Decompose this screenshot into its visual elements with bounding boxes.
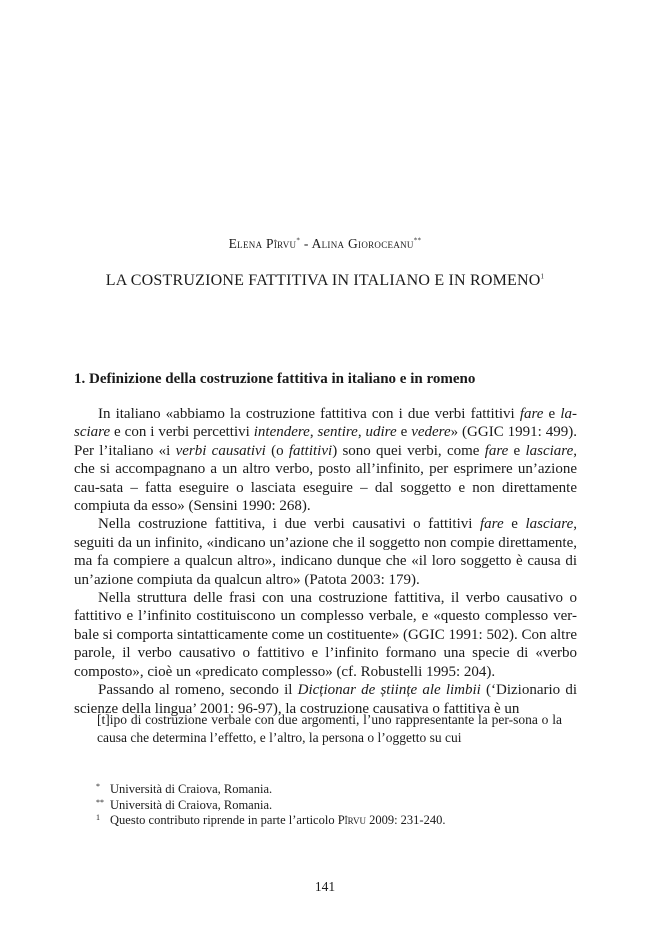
footnote-text: Questo contributo riprende in parte l’articolo	[110, 813, 338, 828]
body-text	[74, 405, 577, 718]
p4-term: Dicționar de științe ale limbii	[297, 682, 481, 699]
section-heading: 1. Definizione della costruzione fattitiva in italiano e in romeno	[74, 371, 476, 387]
article-title	[0, 272, 650, 290]
footnote-text: Università di Craiova, Romania.	[110, 782, 273, 796]
p1-term: fattitivi	[288, 442, 333, 459]
footnote-3	[96, 813, 445, 829]
author-1: Elena Pîrvu	[228, 236, 297, 251]
footnote-mark: 1	[96, 813, 100, 823]
p1-text: e	[543, 406, 561, 422]
paragraph-3: Nella struttura delle frasi con una costruzione fattitiva, il verbo causativo o fattitivo e l’infinito costituiscono un complesso verbale, e «questo complesso ver-bale si comporta sintatticamente come un costituente» (GGIC 1991: 502). Con altre parole, il verbo causativo o fattitivo e l’infinito formano una specie di «verbo composto», cioè un «predicato complesso» (cf. Robustelli 1995: 204).	[74, 590, 577, 680]
p1-term: fare	[519, 406, 544, 422]
p1-term: vedere	[411, 424, 451, 441]
author-2-footnote-mark: **	[413, 236, 422, 245]
footnote-text: Università di Craiova, Romania.	[110, 797, 273, 812]
p1-term: fare	[484, 442, 509, 459]
p4-text: (‘Dizionario di scienze della lingua’ 2001: 96-97), la costruzione causativa o fattitiva è un	[74, 682, 577, 717]
p1-text: ) sono quei verbi, come	[332, 442, 485, 459]
p1-term: verbi causativi	[175, 442, 266, 459]
p1-text: (o	[265, 442, 289, 459]
footnote-author: Pîrvu	[337, 813, 366, 828]
p1-text: In italiano «abbiamo la costruzione fattitiva con i due verbi fattitivi	[98, 406, 520, 422]
p1-text: e con i verbi percettivi	[110, 424, 254, 441]
footnote-text: 2009: 231-240.	[365, 813, 446, 828]
paragraph-1	[74, 405, 577, 515]
p1-term: sentire	[317, 424, 358, 441]
p2-term: fare	[480, 516, 504, 533]
p1-text: ,	[357, 424, 366, 441]
p2-text: , seguiti da un infinito, «indicano un’azione che il soggetto non compie direttamente, ma fa compiere a qualcun altro», indicano dunque che «il loro soggetto è causa di un’azione compiuta da qualcun altro» (Patota 2003: 179).	[74, 516, 577, 588]
p1-term: lasciare	[525, 442, 574, 459]
author-separator: -	[300, 236, 312, 251]
footnote-1	[96, 782, 445, 798]
footnotes	[96, 782, 445, 829]
footnote-2	[96, 798, 445, 814]
article-title-text: LA COSTRUZIONE FATTITIVA IN ITALIANO E IN ROMENO	[105, 272, 541, 289]
authors-line	[0, 236, 650, 252]
p1-text: e	[508, 442, 526, 459]
p2-term: lasciare	[525, 516, 574, 533]
p2-text: e	[503, 516, 526, 533]
page-number: 141	[314, 879, 336, 894]
block-quote: [t]ipo di costruzione verbale con due argomenti, l’uno rappresentante la per-sona o la causa che determina l’effetto, e l’altro, la persona o l’oggetto su cui	[97, 712, 562, 746]
p1-text: » (GGIC 1991: 499). Per l’italiano «i	[74, 424, 578, 459]
footnote-mark: *	[96, 782, 100, 791]
p1-text: e	[396, 424, 412, 441]
author-1-footnote-mark: *	[296, 236, 301, 245]
p1-text: , che si accompagnano a un altro verbo, posto all’infinito, per esprimere un’azione cau-sata – fatta eseguire o lasciata eseguire – dal soggetto e non direttamente compiuta da esso» (Sensini 1990: 268).	[74, 442, 577, 515]
p4-text: Passando al romeno, secondo il	[98, 682, 298, 699]
p1-term: intendere	[253, 424, 310, 441]
p2-text: Nella costruzione fattitiva, i due verbi causativi o fattitivi	[98, 516, 480, 533]
p1-term: udire	[365, 424, 397, 441]
title-footnote-mark: 1	[540, 272, 545, 281]
p1-text: ,	[309, 424, 318, 441]
paragraph-2	[74, 515, 577, 589]
footnote-mark: **	[96, 797, 104, 807]
p1-term: la-sciare	[74, 406, 577, 441]
author-2: Alina Gioroceanu	[311, 236, 414, 251]
